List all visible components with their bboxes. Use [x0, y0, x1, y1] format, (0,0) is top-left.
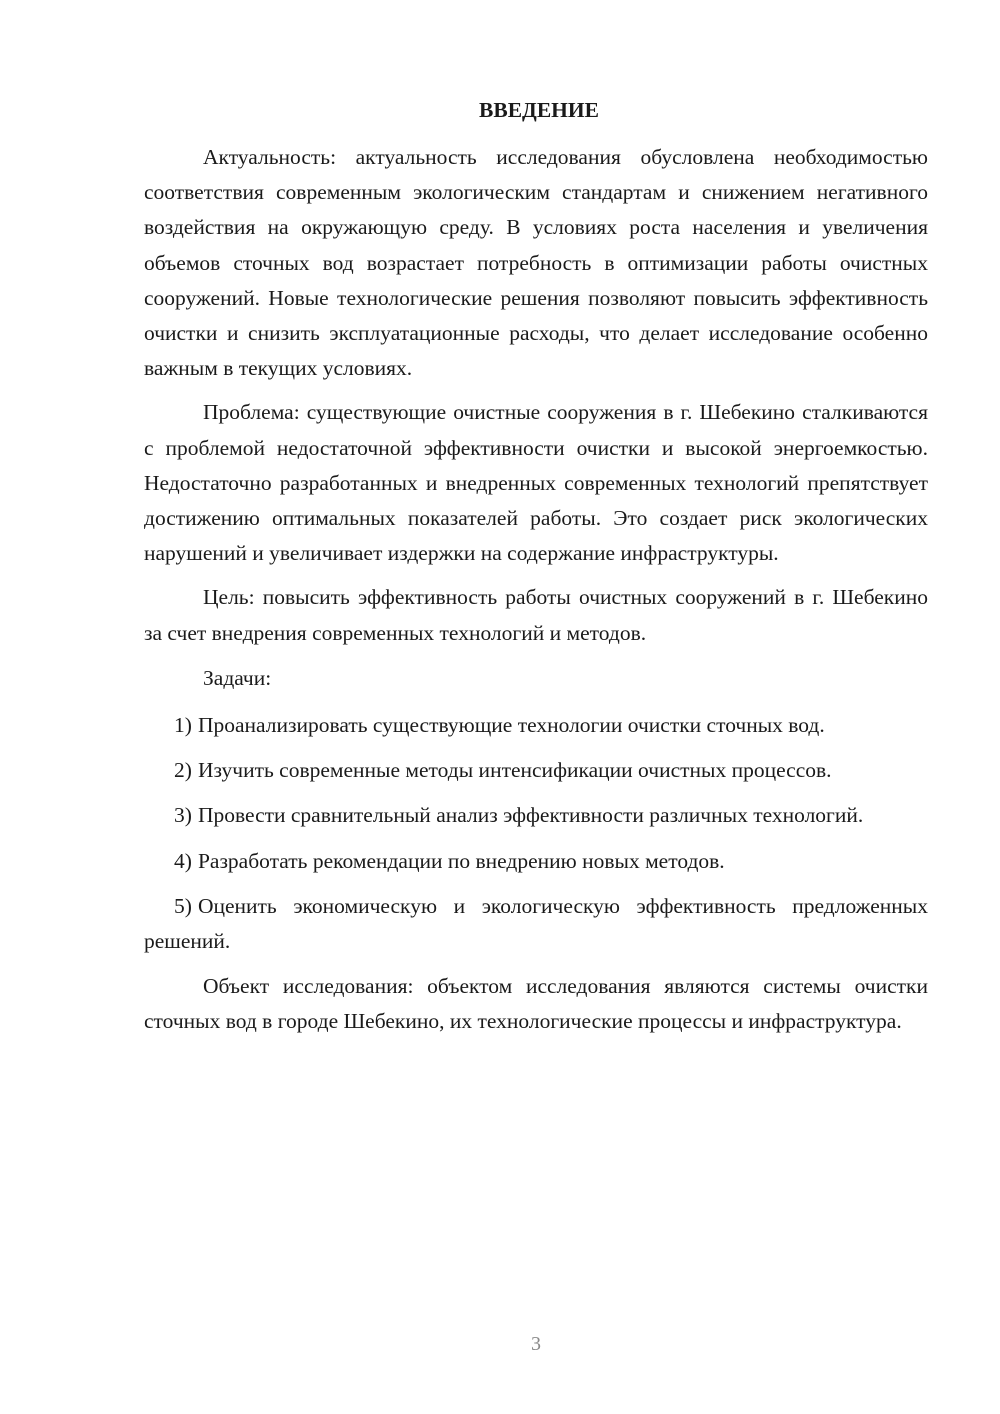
- problem-paragraph: Проблема: существующие очистные сооружения в г. Шебекино сталкиваются с проблемой недостаточной эффективности очистки и высокой энергоемкостью. Недостаточно разработанных и внедренных современных технологий препятствует достижению оптимальных показателей работы. Это создает риск экологических нарушений и увеличивает издержки на содержание инфраструктуры.: [144, 400, 928, 566]
- task-item-3: [144, 798, 928, 833]
- tasks-list: [144, 708, 928, 959]
- task-item-2: [144, 753, 928, 788]
- task-text: Провести сравнительный анализ эффективности различных технологий.: [197, 803, 864, 828]
- task-text: Проанализировать существующие технологии очистки сточных вод.: [197, 713, 825, 738]
- task-number: 1): [174, 713, 192, 738]
- section-heading: ВВЕДЕНИЕ: [479, 98, 599, 122]
- task-item-5: [144, 889, 928, 959]
- relevance-paragraph: Актуальность: актуальность исследования обусловлена необходимостью соответствия современным экологическим стандартам и снижением негативного воздействия на окружающую среду. В условиях роста населения и увеличения объемов сточных вод возрастает потребность в оптимизации работы очистных сооружений. Новые технологические решения позволяют повысить эффективность очистки и снизить эксплуатационные расходы, что делает исследование особенно важным в текущих условиях.: [144, 145, 928, 381]
- task-number: 4): [174, 848, 192, 873]
- task-text: Оценить экономическую и экологическую эффективность предложенных решений.: [144, 893, 928, 954]
- page-content: [144, 94, 928, 1040]
- task-number: 3): [174, 803, 192, 828]
- page-number: 3: [531, 1333, 541, 1355]
- task-text: Изучить современные методы интенсификации очистных процессов.: [197, 758, 832, 783]
- tasks-label: Задачи:: [203, 665, 272, 690]
- task-number: 2): [174, 758, 192, 783]
- task-text: Разработать рекомендации по внедрению новых методов.: [197, 848, 725, 873]
- goal-paragraph: Цель: повысить эффективность работы очистных сооружений в г. Шебекино за счет внедрения современных технологий и методов.: [144, 585, 928, 645]
- object-paragraph: Объект исследования: объектом исследования являются системы очистки сточных вод в городе Шебекино, их технологические процессы и инфраструктура.: [144, 974, 928, 1034]
- task-item-4: [144, 844, 928, 879]
- task-item-1: [144, 708, 928, 743]
- task-number: 5): [174, 893, 192, 918]
